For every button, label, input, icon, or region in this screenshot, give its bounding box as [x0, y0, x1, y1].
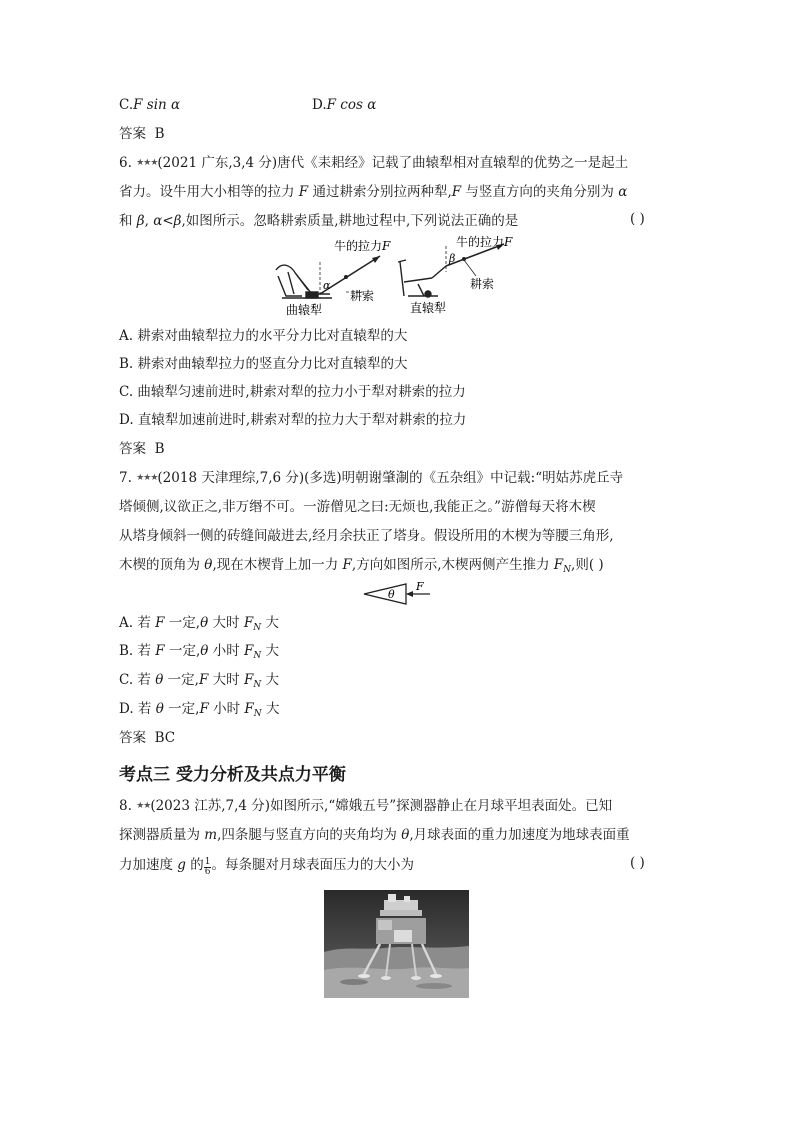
left-rope-label: 耕索 [350, 289, 375, 303]
q6-option-a: A. 耕索对曲辕犁拉力的水平分力比对直辕犁的大 [119, 328, 408, 344]
curved-plough-label: 曲辕犁 [286, 303, 323, 317]
q7-option-c: C. 若 θ 一定,F 大时 $F_N$ 大 [119, 672, 279, 690]
q6-option-b: B. 耕索对曲辕犁拉力的竖直分力比对直辕犁的大 [119, 356, 408, 372]
straight-plough-label: 直辕犁 [410, 301, 447, 315]
beta-angle-label: β [449, 252, 456, 265]
q5-option-d: D.F cos α [312, 97, 377, 113]
lunar-lander-photo [324, 890, 469, 998]
q8-stem-line3: 力加速度 g 的 $\frac{1}{6}$ 。每条腿对月球表面压力的大小为 [119, 857, 414, 877]
q6-answer-bracket: ( ) [630, 211, 645, 227]
q6-answer: 答案 B [119, 441, 165, 457]
q5-answer: 答案 B [119, 126, 165, 142]
q8-stem-line1: 8. ★★(2023 江苏,7,4 分)如图所示,“嫦娥五号”探测器静止在月球平坦表面处。已知 [119, 798, 613, 814]
section-heading: 考点三 受力分析及共点力平衡 [119, 765, 346, 785]
q6-stem-line3: 和 β, α<β,如图所示。忽略耕索质量,耕地过程中,下列说法正确的是 [119, 213, 519, 229]
straight-plough-drawing [398, 260, 446, 297]
q6-option-d: D. 直辕犁加速前进时,耕索对犁的拉力大于犁对耕索的拉力 [119, 412, 467, 428]
q7-answer: 答案 BC [119, 730, 176, 746]
q6-plough-figure [268, 232, 538, 322]
alpha-angle-label: α [323, 279, 331, 292]
right-force-label: 牛的拉力F [456, 235, 513, 249]
theta-label: θ [388, 588, 395, 601]
q7-stem-line1: 7. ★★★(2018 天津理综,7,6 分)(多选)明朝谢肇淛的《五杂组》中记载:“明姑苏虎丘寺 [119, 470, 624, 486]
q8-stem-line2: 探测器质量为 m,四条腿与竖直方向的夹角均为 θ,月球表面的重力加速度为地球表面重 [119, 827, 630, 843]
q7-option-b: B. 若 F 一定,θ 小时 $F_N$ 大 [119, 643, 280, 661]
q7-stem-line2: 塔倾侧,议欲正之,非万缗不可。一游僧见之曰:无烦也,我能正之。”游僧每天将木楔 [119, 499, 596, 515]
wedge-triangle [364, 584, 406, 604]
q6-stem-line2: 省力。设牛用大小相等的拉力 F 通过耕索分别拉两种犁,F 与竖直方向的夹角分别为 α [119, 184, 628, 200]
one-sixth-fraction: $\frac{1}{6}$ [204, 857, 211, 877]
q7-option-d: D. 若 θ 一定,F 小时 $F_N$ 大 [119, 701, 280, 719]
q8-answer-bracket: ( ) [630, 855, 645, 871]
q7-wedge-figure [360, 580, 440, 606]
difficulty-stars: ★★ [136, 801, 151, 811]
q7-stem-line3: 从塔身倾斜一侧的砖缝间敲进去,经月余扶正了塔身。假设所用的木楔为等腰三角形, [119, 528, 614, 544]
q5-option-c: C.F sin α [119, 97, 181, 113]
q7-stem-line4: 木楔的顶角为 θ,现在木楔背上加一力 F,方向如图所示,木楔两侧产生推力 $F_N$,则( ) [119, 557, 604, 575]
difficulty-stars: ★★★ [136, 158, 158, 168]
q6-stem-line1: 6. ★★★(2021 广东,3,4 分)唐代《耒耜经》记载了曲辕犁相对直辕犁的优势之一是起土 [119, 155, 629, 171]
right-rope-label: 耕索 [470, 277, 495, 291]
difficulty-stars: ★★★ [136, 473, 158, 483]
left-force-label: 牛的拉力F [334, 239, 391, 253]
force-label: F [416, 580, 424, 593]
q6-option-c: C. 曲辕犁匀速前进时,耕索对犁的拉力小于犁对耕索的拉力 [119, 384, 466, 400]
q7-option-a: A. 若 F 一定,θ 大时 $F_N$ 大 [119, 615, 279, 633]
